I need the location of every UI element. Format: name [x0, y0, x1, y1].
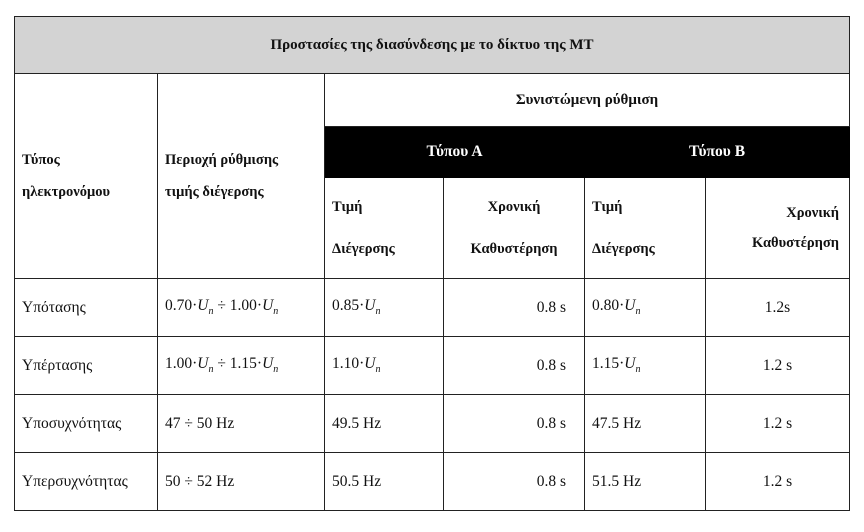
type-b-header: Τύπου Β	[585, 127, 850, 178]
relay-type-header-line2: ηλεκτρονόμου	[22, 184, 111, 200]
pickup-sub: n	[375, 306, 381, 318]
type-b-delay-header	[706, 178, 850, 279]
delay-line1: Χρονική	[786, 205, 840, 221]
type-a-delay-cell: 0.8 s	[444, 395, 585, 453]
relay-type-cell: Υπέρτασης	[15, 337, 158, 395]
type-a-delay-cell: 0.8 s	[444, 279, 585, 337]
type-a-delay-cell: 0.8 s	[444, 453, 585, 511]
pickup-sub: n	[635, 306, 641, 318]
type-b-pickup-cell: $0.80\cdot U_n$	[585, 279, 706, 337]
setting-range-cell: $1.00\cdot U_n \div 1.15\cdot U_n$	[158, 337, 325, 395]
range-sub: n	[208, 364, 214, 376]
range-low: 0.70	[165, 297, 193, 315]
delay-line2: Καθυστέρηση	[751, 235, 840, 251]
range-sub: n	[273, 306, 279, 318]
protection-settings-table	[14, 16, 850, 511]
pickup-line2: Διέγερσης	[592, 241, 655, 257]
table-row	[15, 337, 850, 395]
range-sub: n	[208, 306, 214, 318]
pickup-sub: n	[635, 364, 641, 376]
type-b-delay-cell: 1.2 s	[706, 337, 850, 395]
pickup-unit: U	[624, 297, 636, 315]
range-unit: U	[262, 297, 274, 315]
pickup-value: 1.15	[592, 355, 620, 373]
pickup-unit: U	[364, 297, 376, 315]
pickup-value: 1.10	[332, 355, 360, 373]
type-a-pickup-cell: 50.5 Hz	[325, 453, 444, 511]
relay-type-header-line1: Τύπος	[22, 152, 60, 168]
table-row	[15, 453, 850, 511]
range-low: 1.00	[165, 355, 193, 373]
relay-type-cell: Υπότασης	[15, 279, 158, 337]
type-a-delay-cell: 0.8 s	[444, 337, 585, 395]
table-row	[15, 279, 850, 337]
setting-range-header	[158, 74, 325, 279]
range-unit: U	[197, 297, 209, 315]
type-b-pickup-cell: $1.15\cdot U_n$	[585, 337, 706, 395]
type-a-pickup-cell: 49.5 Hz	[325, 395, 444, 453]
pickup-sub: n	[375, 364, 381, 376]
header-row-1	[15, 74, 850, 127]
table-title: Προστασίες της διασύνδεσης με το δίκτυο της ΜΤ	[15, 17, 850, 74]
recommended-setting-header: Συνιστώμενη ρύθμιση	[325, 74, 850, 127]
pickup-line2: Διέγερσης	[332, 241, 395, 257]
type-b-pickup-cell: 51.5 Hz	[585, 453, 706, 511]
type-b-delay-cell: 1.2 s	[706, 395, 850, 453]
setting-range-header-line2: τιμής διέγερσης	[165, 184, 264, 200]
range-sep: ÷	[213, 355, 230, 373]
delay-line2: Καθυστέρηση	[470, 241, 558, 257]
type-b-pickup-cell: 47.5 Hz	[585, 395, 706, 453]
type-b-delay-cell: 1.2 s	[706, 453, 850, 511]
table-title-row	[15, 17, 850, 74]
type-a-pickup-cell: $1.10\cdot U_n$	[325, 337, 444, 395]
pickup-value: 0.80	[592, 297, 620, 315]
relay-type-cell: Υποσυχνότητας	[15, 395, 158, 453]
type-a-pickup-cell: $0.85\cdot U_n$	[325, 279, 444, 337]
setting-range-header-line1: Περιοχή ρύθμισης	[165, 152, 279, 168]
setting-range-cell: 47 ÷ 50 Hz	[158, 395, 325, 453]
pickup-line1: Τιμή	[592, 199, 623, 215]
pickup-line1: Τιμή	[332, 199, 363, 215]
range-high: 1.15	[229, 355, 257, 373]
delay-line1: Χρονική	[487, 199, 541, 215]
pickup-unit: U	[364, 355, 376, 373]
setting-range-cell: 50 ÷ 52 Hz	[158, 453, 325, 511]
type-b-delay-cell: 1.2s	[706, 279, 850, 337]
type-a-pickup-header	[325, 178, 444, 279]
pickup-unit: U	[624, 355, 636, 373]
range-high: 1.00	[229, 297, 257, 315]
pickup-value: 0.85	[332, 297, 360, 315]
type-a-delay-header	[444, 178, 585, 279]
relay-type-cell: Υπερσυχνότητας	[15, 453, 158, 511]
range-sep: ÷	[213, 297, 230, 315]
range-sub: n	[273, 364, 279, 376]
table-row	[15, 395, 850, 453]
type-b-pickup-header	[585, 178, 706, 279]
setting-range-cell: $0.70\cdot U_n \div 1.00\cdot U_n$	[158, 279, 325, 337]
range-unit: U	[197, 355, 209, 373]
range-unit: U	[262, 355, 274, 373]
type-a-header: Τύπου Α	[325, 127, 585, 178]
relay-type-header	[15, 74, 158, 279]
